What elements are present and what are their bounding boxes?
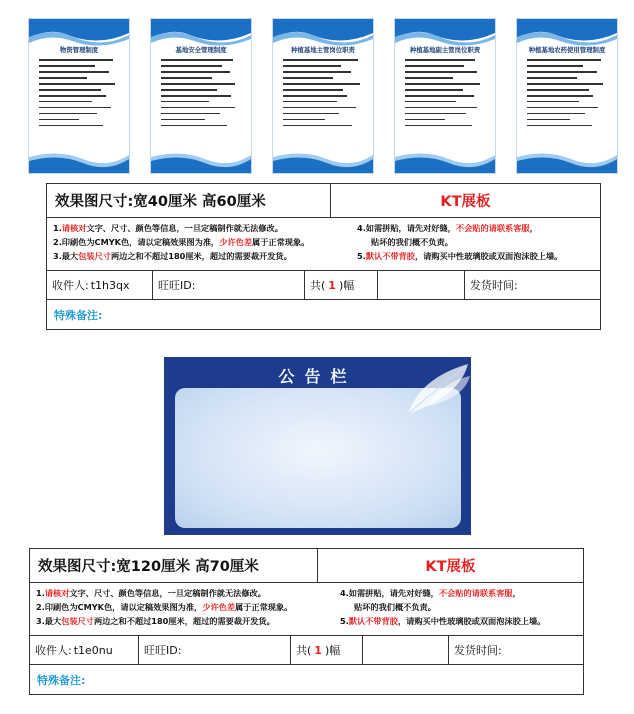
receiver-cell: 收件人: t1h3qx bbox=[52, 278, 130, 292]
bulletin-board bbox=[164, 357, 471, 535]
spec-header-row bbox=[47, 184, 600, 218]
note-4: 4.如需拼贴，请先对好缝，不会贴的请联系客服， bbox=[340, 588, 521, 598]
board-preview bbox=[28, 18, 130, 174]
board-text-lines bbox=[161, 59, 241, 131]
bulletin-title: 公告栏 bbox=[278, 367, 357, 386]
note-2: 2.印刷色为CMYK色，请以定稿效果图为准，少许色差属于正常现象。 bbox=[36, 602, 293, 612]
board-title: 基地安全管理制度 bbox=[175, 46, 227, 54]
note-3: 3.最大包装尺寸两边之和不超过180厘米，超过的需要裁开发货。 bbox=[53, 251, 292, 261]
receiver-value: t1e0nu bbox=[73, 643, 113, 657]
board-preview bbox=[394, 18, 496, 174]
receiver-cell: 收件人: t1e0nu bbox=[35, 643, 113, 657]
note-4-continued: 贴坏的我们概不负责。 bbox=[354, 602, 436, 612]
board-text-lines bbox=[405, 59, 485, 131]
board-text-lines bbox=[283, 59, 363, 131]
board-title: 种植基地主管岗位职责 bbox=[291, 46, 355, 54]
spec-table bbox=[29, 548, 584, 695]
board-text-lines bbox=[527, 59, 607, 131]
board-title: 种植基地农药使用管理制度 bbox=[528, 46, 606, 54]
wangwang-cell: 旺旺ID: bbox=[138, 636, 290, 664]
board-previews bbox=[28, 18, 618, 174]
board-title: 物资管理制度 bbox=[59, 46, 99, 54]
size-label: 效果图尺寸:宽120厘米 高70厘米 bbox=[30, 549, 318, 582]
note-5: 5.默认不带背胶，请购买中性玻璃胶或双面泡沫胶上墙。 bbox=[357, 251, 563, 261]
ship-time-cell: 发货时间: bbox=[464, 271, 601, 299]
board-preview bbox=[272, 18, 374, 174]
wangwang-cell: 旺旺ID: bbox=[152, 271, 304, 299]
note-3: 3.最大包装尺寸两边之和不超过180厘米，超过的需要裁开发货。 bbox=[36, 616, 275, 626]
receiver-value: t1h3qx bbox=[90, 278, 130, 292]
note-1: 1.请核对文字、尺寸、颜色等信息，一旦定稿制作就无法修改。 bbox=[53, 223, 283, 233]
size-label: 效果图尺寸:宽40厘米 高60厘米 bbox=[47, 184, 331, 217]
special-remark-label: 特殊备注: bbox=[37, 674, 86, 687]
order-info-row bbox=[30, 635, 583, 665]
notes-block bbox=[47, 218, 600, 268]
order-info-row bbox=[47, 270, 600, 300]
wave-footer-graphic bbox=[29, 151, 129, 173]
special-remark-label: 特殊备注: bbox=[54, 309, 103, 322]
board-preview bbox=[150, 18, 252, 174]
wave-footer-graphic bbox=[395, 151, 495, 173]
wave-footer-graphic bbox=[151, 151, 251, 173]
kt-label: KT展板 bbox=[425, 559, 476, 575]
board-preview bbox=[516, 18, 618, 174]
wave-footer-graphic bbox=[273, 151, 373, 173]
board-title: 种植基地副主管岗位职责 bbox=[409, 46, 481, 54]
blank-cell bbox=[362, 636, 448, 664]
ship-time-cell: 发货时间: bbox=[448, 636, 584, 664]
leaf-decoration-icon bbox=[390, 358, 470, 418]
spec-header-row bbox=[30, 549, 583, 583]
note-1: 1.请核对文字、尺寸、颜色等信息，一旦定稿制作就无法修改。 bbox=[36, 588, 266, 598]
notes-block bbox=[30, 583, 583, 633]
note-2: 2.印刷色为CMYK色，请以定稿效果图为准，少许色差属于正常现象。 bbox=[53, 237, 310, 247]
wave-footer-graphic bbox=[517, 151, 617, 173]
kt-label: KT展板 bbox=[440, 194, 491, 210]
note-5: 5.默认不带背胶，请购买中性玻璃胶或双面泡沫胶上墙。 bbox=[340, 616, 546, 626]
count-cell: 共( 1 )幅 bbox=[304, 271, 377, 299]
board-text-lines bbox=[39, 59, 119, 131]
note-4-continued: 贴坏的我们概不负责。 bbox=[371, 237, 453, 247]
note-4: 4.如需拼贴，请先对好缝，不会贴的请联系客服， bbox=[357, 223, 538, 233]
count-cell: 共( 1 )幅 bbox=[290, 636, 362, 664]
blank-cell bbox=[377, 271, 464, 299]
spec-table bbox=[46, 183, 601, 330]
